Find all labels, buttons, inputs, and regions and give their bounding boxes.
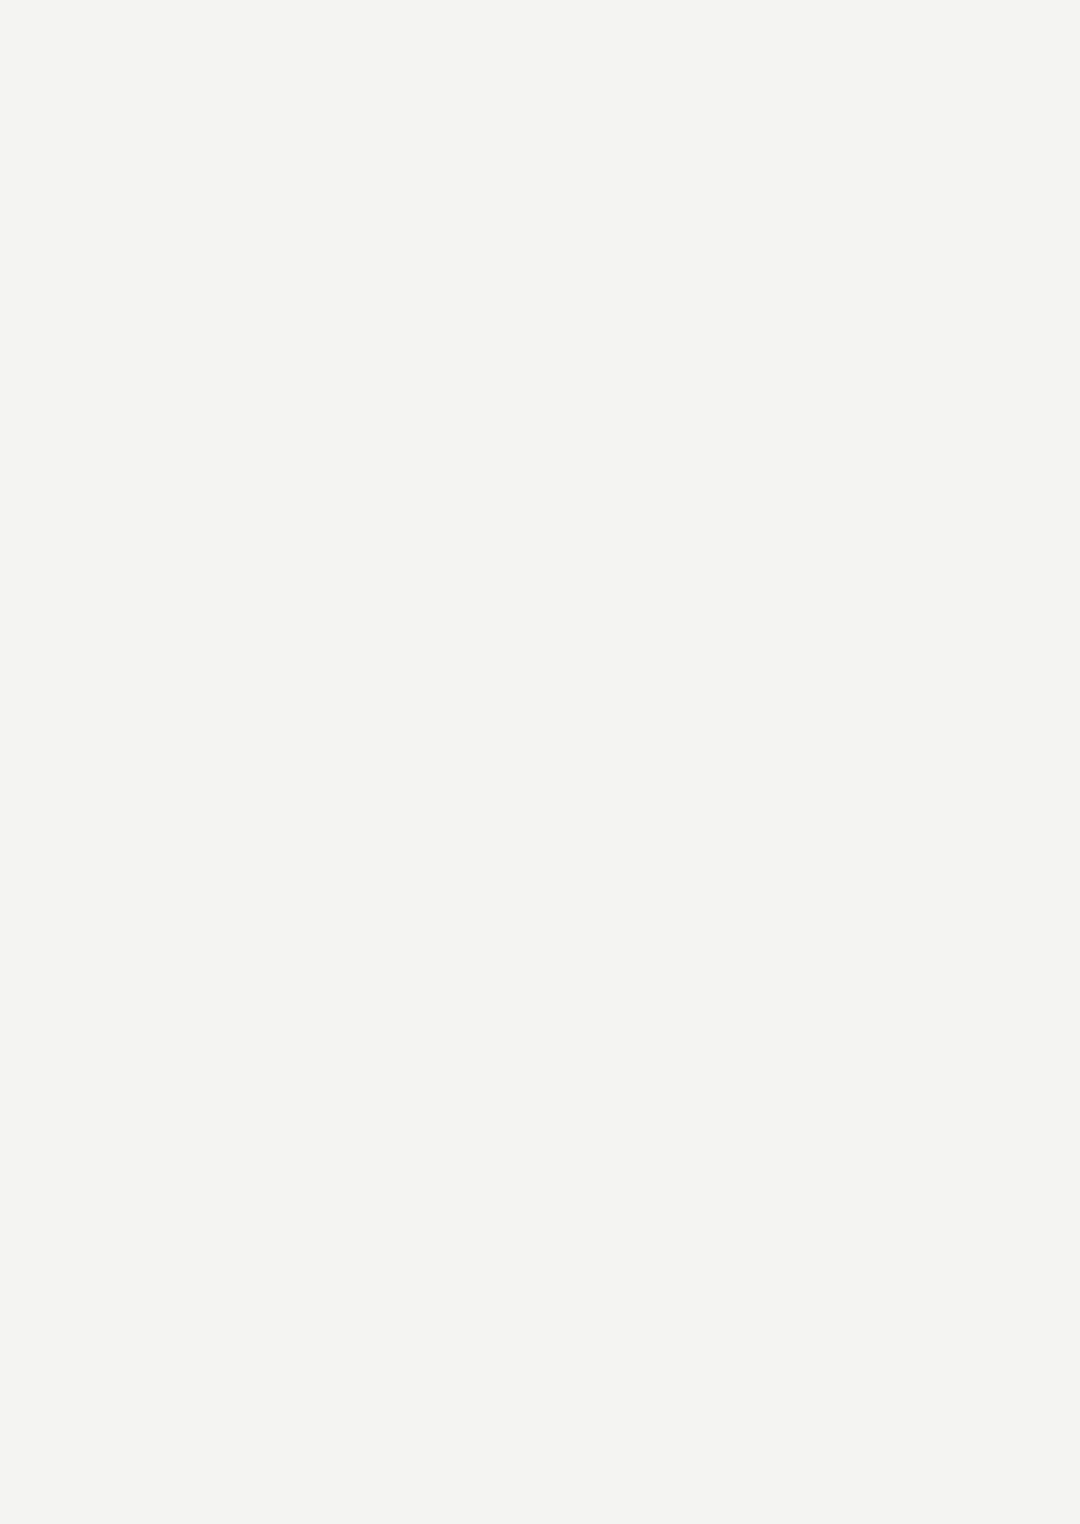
correction-fixes bbox=[48, 290, 1038, 310]
correction-line bbox=[48, 264, 1038, 290]
site-logo bbox=[950, 1444, 1060, 1514]
correction-fixes bbox=[48, 106, 1038, 126]
correction-fixes bbox=[48, 152, 1038, 172]
correction-line bbox=[48, 54, 1038, 80]
correction-line bbox=[48, 8, 1038, 34]
correction-line bbox=[48, 172, 1038, 198]
correction-fixes bbox=[48, 198, 1038, 218]
correction-line bbox=[48, 126, 1038, 152]
answer-page bbox=[48, 8, 1038, 322]
stamp-watermark bbox=[330, 300, 850, 1200]
correction-line bbox=[48, 80, 1038, 106]
correction-fixes bbox=[48, 244, 1038, 264]
error-correction bbox=[48, 8, 1038, 310]
correction-line bbox=[48, 218, 1038, 244]
correction-fixes bbox=[48, 34, 1038, 54]
